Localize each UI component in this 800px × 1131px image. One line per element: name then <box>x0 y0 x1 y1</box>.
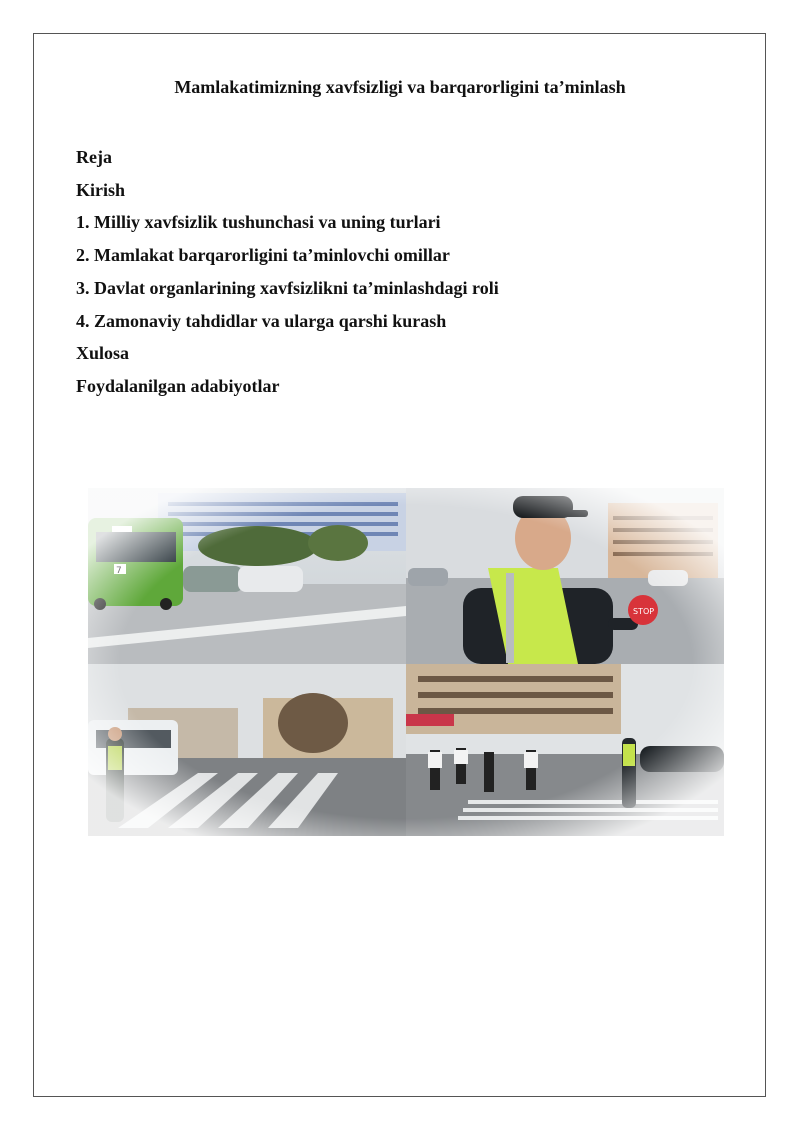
document-title: Mamlakatimizning xavfsizligi va barqarorligini ta’minlash <box>174 77 626 97</box>
photo-collage <box>88 488 724 836</box>
plan-item-1: 1. Milliy xavfsizlik tushunchasi va uning turlari <box>76 212 441 233</box>
plan-item-xulosa: Xulosa <box>76 343 130 364</box>
plan-item-2: 2. Mamlakat barqarorligini ta’minlovchi omillar <box>76 245 450 266</box>
plan-item-4: 4. Zamonaviy tahdidlar va ularga qarshi kurash <box>76 310 447 331</box>
plan-list <box>76 141 499 403</box>
plan-item-reja: Reja <box>76 147 112 167</box>
plan-item-kirish: Kirish <box>76 179 126 200</box>
plan-item-adabiyotlar: Foydalanilgan adabiyotlar <box>76 375 280 396</box>
plan-item-3: 3. Davlat organlarining xavfsizlikni ta’minlashdagi roli <box>76 277 499 298</box>
